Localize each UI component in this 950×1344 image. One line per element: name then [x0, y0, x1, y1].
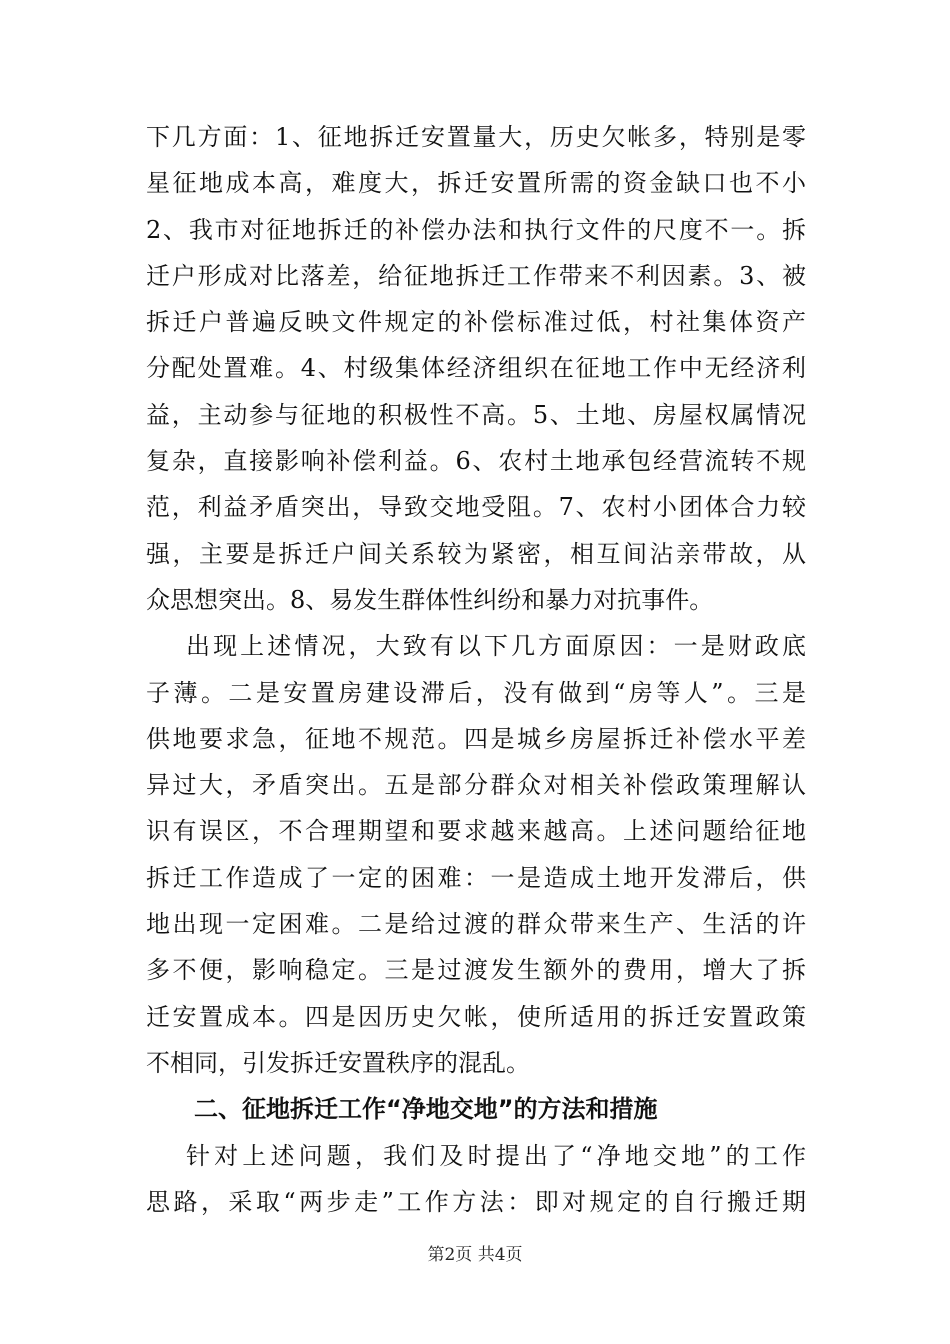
text-line: 识有误区，不合理期望和要求越来越高。上述问题给征地 [146, 817, 806, 846]
section-heading: 二、征地拆迁工作“净地交地”的方法和措施 [194, 1095, 658, 1124]
text-line: 2、我市对征地拆迁的补偿办法和执行文件的尺度不一。拆 [146, 215, 806, 244]
text-line: 多不便，影响稳定。三是过渡发生额外的费用，增大了拆 [146, 956, 806, 985]
text-line: 下几方面：1、征地拆迁安置量大，历史欠帐多，特别是零 [146, 123, 806, 151]
text-line: 范，利益矛盾突出，导致交地受阻。7、农村小团体合力较 [146, 493, 806, 522]
document-body [146, 114, 806, 1225]
text-line: 地出现一定困难。二是给过渡的群众带来生产、生活的许 [146, 910, 806, 939]
text-line: 思路，采取“两步走”工作方法：即对规定的自行搬迁期 [146, 1187, 806, 1216]
text-line: 强，主要是拆迁户间关系较为紧密，相互间沾亲带故，从 [146, 539, 806, 568]
text-line: 益，主动参与征地的积极性不高。5、土地、房屋权属情况 [146, 400, 806, 429]
text-line: 拆迁工作造成了一定的困难：一是造成土地开发滞后，供 [146, 863, 806, 892]
text-line: 供地要求急，征地不规范。四是城乡房屋拆迁补偿水平差 [146, 724, 806, 753]
text-line: 拆迁户普遍反映文件规定的补偿标准过低，村社集体资产 [146, 308, 806, 337]
text-line: 异过大，矛盾突出。五是部分群众对相关补偿政策理解认 [146, 771, 806, 800]
page-number-footer: 第2页 共4页 [427, 1245, 523, 1265]
text-line: 迁户形成对比落差，给征地拆迁工作带来不利因素。3、被 [146, 261, 806, 290]
text-line: 分配处置难。4、村级集体经济组织在征地工作中无经济利 [146, 354, 806, 383]
text-line: 不相同，引发拆迁安置秩序的混乱。 [146, 1048, 530, 1077]
text-line: 复杂，直接影响补偿利益。6、农村土地承包经营流转不规 [146, 447, 806, 476]
text-line: 星征地成本高，难度大，拆迁安置所需的资金缺口也不小 [146, 169, 806, 198]
text-line: 迁安置成本。四是因历史欠帐，使所适用的拆迁安置政策 [146, 1002, 806, 1031]
text-line: 针对上述问题，我们及时提出了“净地交地”的工作 [186, 1141, 806, 1170]
text-line: 出现上述情况，大致有以下几方面原因：一是财政底 [186, 632, 806, 661]
text-line: 众思想突出。8、易发生群体性纠纷和暴力对抗事件。 [146, 585, 714, 614]
text-line: 子薄。二是安置房建设滞后，没有做到“房等人”。三是 [146, 678, 806, 707]
